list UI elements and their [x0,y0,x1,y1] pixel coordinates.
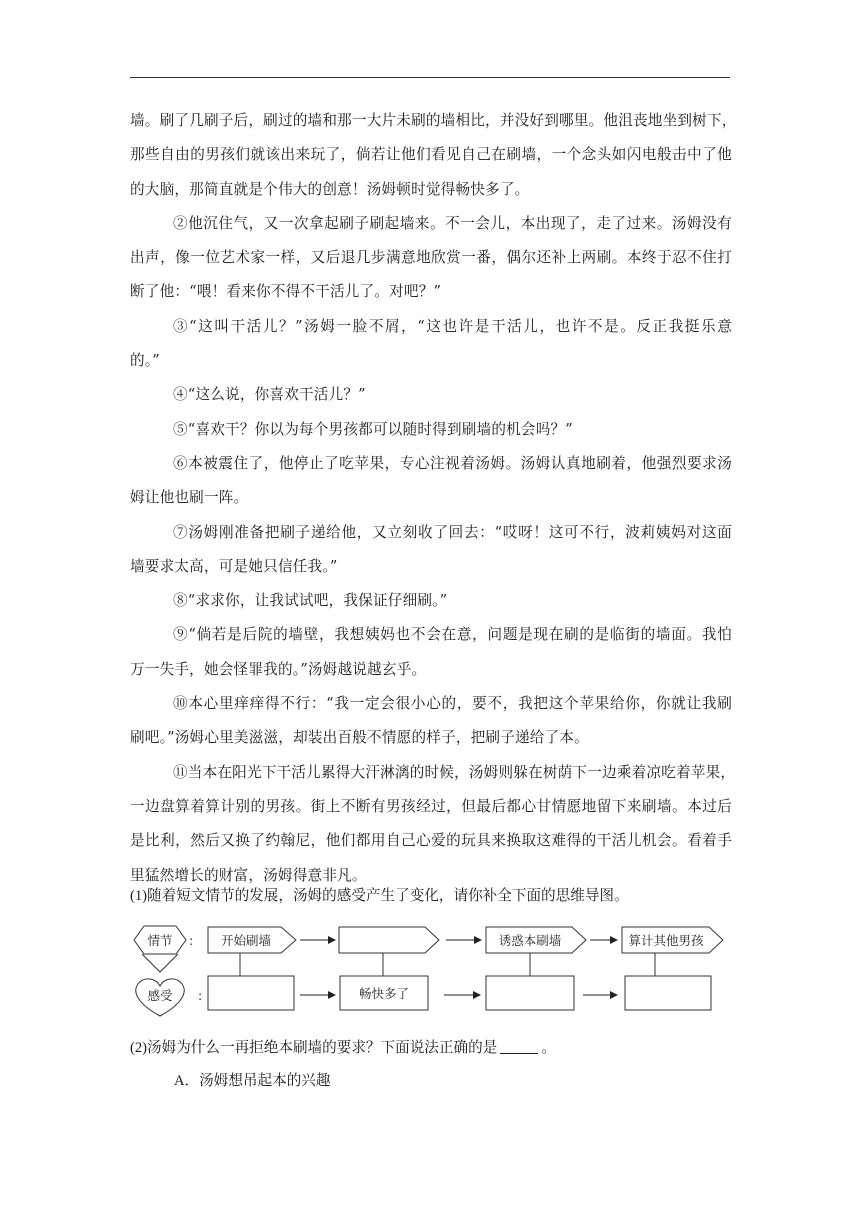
plot-box-4 [622,927,723,953]
plot-colon: : [189,933,194,948]
feeling-label: 感受 [147,988,173,1003]
passage-line: 是比利，然后又换了约翰尼，他们都用自己心爱的玩具来换取这难得的干活儿机会。看着手 [130,832,732,850]
passage-line: ④“这么说，你喜欢干活儿？” [173,386,366,404]
passage-line: ③“这叫干活儿？”汤姆一脸不屑，“这也许是干活儿，也许不是。反正我挺乐意 [173,317,732,335]
plot-label: 情节 [147,933,173,948]
passage-line: 的。” [130,352,160,370]
plot-label-shape [134,926,186,954]
question-1: (1)随着短文情节的发展，汤姆的感受产生了变化，请你补全下面的思维导图。 [130,888,629,904]
answer-blank[interactable] [500,1039,538,1054]
feeling-box-4[interactable] [625,976,711,1010]
plot-item-1: 开始刷墙 [220,933,272,948]
feeling-box-3[interactable] [486,976,574,1010]
question-2 [130,1036,556,1057]
passage [130,104,737,893]
option-a[interactable]: A．汤姆想吊起本的兴趣 [174,1073,331,1089]
feeling-item-2: 畅快多了 [358,986,410,1001]
passage-line: ⑪当本在阳光下干活儿累得大汗淋漓的时候，汤姆则躲在树荫下一边乘着凉吃着苹果， [173,763,736,781]
passage-line: ⑩本心里痒痒得不行：“我一定会很小心的，要不，我把这个苹果给你，你就让我刷 [173,695,732,713]
header-rule [130,77,730,78]
passage-line: 出声，像一位艺术家一样，又后退几步满意地欣赏一番，偶尔还补上两刷。本终于忍不住打 [130,249,732,267]
passage-line: 墙。刷了几刷子后，刷过的墙和那一大片未刷的墙相比，并没好到哪里。他沮丧地坐到树下， [130,112,737,129]
passage-line: ⑤“喜欢干？你以为每个男孩都可以随时得到刷墙的机会吗？” [173,420,573,438]
passage-line: ⑧“求求你，让我试试吧，我保证仔细刷。” [173,592,448,610]
plot-item-3: 诱惑本刷墙 [498,933,562,948]
passage-line: 万一失手，她会怪罪我的。”汤姆越说越玄乎。 [130,660,427,678]
feeling-colon: : [198,988,203,1003]
passage-line: 一边盘算着算计别的男孩。街上不断有男孩经过，但最后都心甘情愿地留下来刷墙。本过后 [130,797,732,815]
label-connector [142,954,178,972]
plot-item-4: 算计其他男孩 [628,933,704,948]
passage-line: 断了他：“喂！看来你不得不干活儿了。对吧？” [130,283,442,301]
passage-line: 刷吧。”汤姆心里美滋滋，却装出百般不情愿的样子，把刷子递给了本。 [130,729,589,747]
feeling-label-shape [136,979,184,1016]
passage-line: 墙要求太高，可是她只信任我。” [130,557,338,575]
passage-line: ⑨“倘若是后院的墙壁，我想姨妈也不会在意，问题是现在刷的是临街的墙面。我怕 [173,626,732,644]
passage-line: 里猛然增长的财富，汤姆得意非凡。 [130,866,367,884]
feeling-box-2 [340,976,428,1010]
passage-line: 姆让他也刷一阵。 [130,489,249,507]
plot-box-2[interactable] [339,927,439,953]
passage-line: ⑦汤姆刚准备把刷子递给他，又立刻收了回去：“哎呀！这可不行，波莉姨妈对这面 [173,523,732,541]
plot-box-3 [486,927,586,953]
mind-map [128,920,728,1020]
question-2-end: 。 [541,1040,556,1056]
question-2-text: (2)汤姆为什么一再拒绝本刷墙的要求？下面说法正确的是 [130,1040,498,1056]
passage-line: ⑥本被震住了，他停止了吃苹果，专心注视着汤姆。汤姆认真地刷着，他强烈要求汤 [173,454,732,472]
plot-box-1 [208,927,296,953]
passage-line: 那些自由的男孩们就该出来玩了，倘若让他们看见自己在刷墙，一个念头如闪电般击中了他 [130,146,732,164]
passage-line: 的大脑，那简直就是个伟大的创意！汤姆顿时觉得畅快多了。 [130,180,530,198]
passage-line: ②他沉住气，又一次拿起刷子刷起墙来。不一会儿，本出现了，走了过来。汤姆没有 [173,214,732,232]
feeling-box-1[interactable] [208,976,294,1010]
